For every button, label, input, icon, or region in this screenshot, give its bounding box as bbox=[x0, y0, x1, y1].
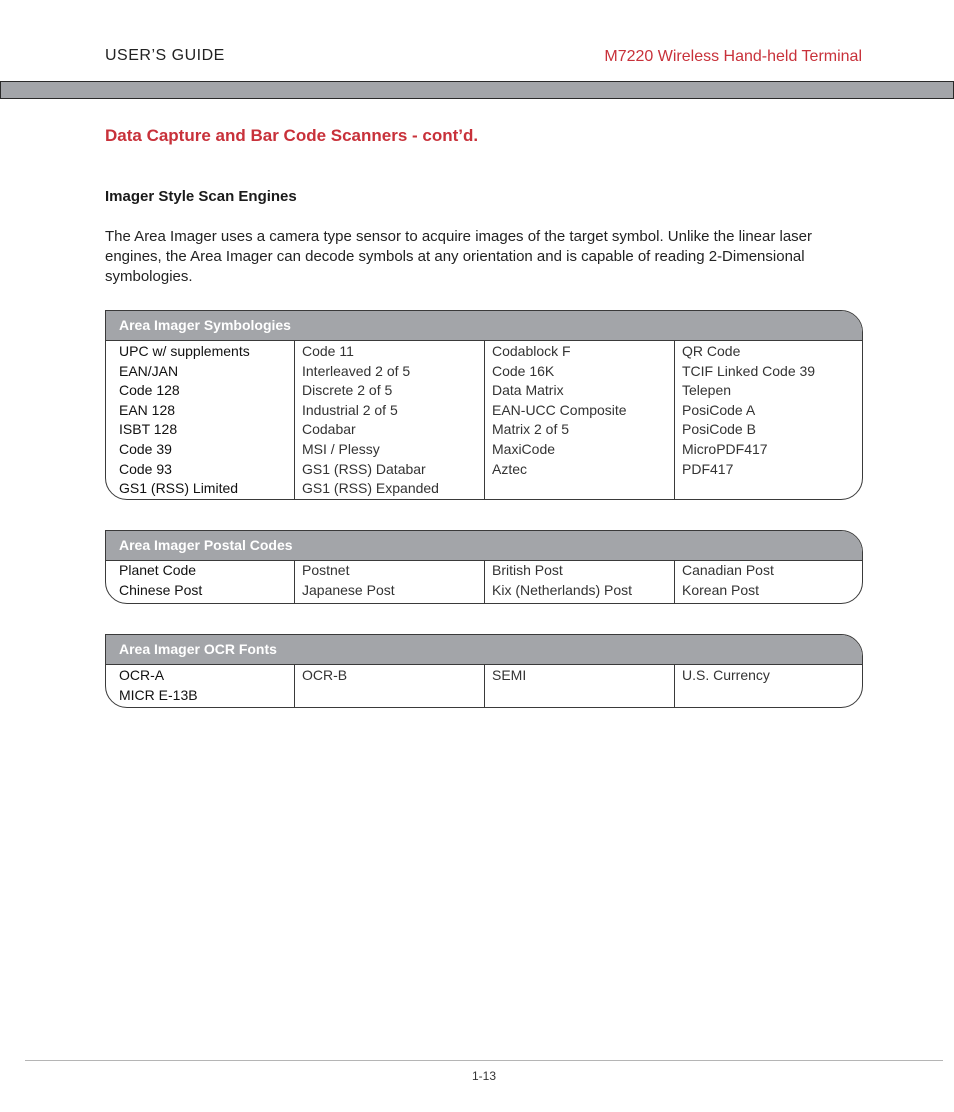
table-cell: Discrete 2 of 5 bbox=[302, 382, 393, 399]
table-column bbox=[106, 561, 294, 603]
ocr-fonts-table-title: Area Imager OCR Fonts bbox=[106, 635, 862, 665]
table-column bbox=[294, 561, 484, 603]
ocr-fonts-table bbox=[105, 634, 863, 708]
header-divider-bar bbox=[0, 81, 954, 99]
table-cell: OCR-A bbox=[119, 667, 165, 683]
table-column bbox=[484, 561, 674, 603]
table-cell: Industrial 2 of 5 bbox=[302, 401, 398, 418]
table-cell: Aztec bbox=[492, 460, 528, 477]
table-cell: Kix (Netherlands) Post bbox=[492, 581, 633, 598]
table-cell: EAN 128 bbox=[119, 401, 176, 418]
running-header-product: M7220 Wireless Hand-held Terminal bbox=[604, 48, 862, 65]
table-cell: EAN-UCC Composite bbox=[492, 401, 627, 418]
table-cell: Planet Code bbox=[119, 562, 197, 578]
table-cell: U.S. Currency bbox=[682, 667, 770, 683]
table-cell: MaxiCode bbox=[492, 440, 556, 457]
table-cell: Code 11 bbox=[302, 343, 354, 359]
postal-codes-table bbox=[105, 530, 863, 604]
table-cell: QR Code bbox=[682, 343, 741, 359]
intro-paragraph: The Area Imager uses a camera type sensor to acquire images of the target symbol. Unlike the linear laser engines, the Area Imager can decode symbols at any orientation and is capable of reading 2-Dimensional symbologies. bbox=[105, 228, 813, 285]
table-cell: PosiCode B bbox=[682, 421, 756, 438]
table-cell: Code 16K bbox=[492, 362, 555, 379]
table-cell: MicroPDF417 bbox=[682, 440, 768, 457]
table-cell: Korean Post bbox=[682, 581, 760, 598]
symbologies-table bbox=[105, 310, 863, 500]
running-header-guide: USER’S GUIDE bbox=[105, 47, 225, 64]
table-cell: Code 39 bbox=[119, 440, 172, 457]
table-column bbox=[674, 561, 862, 603]
table-column bbox=[294, 665, 484, 707]
table-cell: OCR-B bbox=[302, 667, 348, 683]
table-cell: GS1 (RSS) Databar bbox=[302, 460, 426, 477]
table-column bbox=[106, 341, 294, 499]
table-cell: ISBT 128 bbox=[119, 421, 178, 438]
table-cell: Telepen bbox=[682, 382, 732, 399]
page-number: 1-13 bbox=[471, 1069, 497, 1083]
table-column bbox=[674, 665, 862, 707]
table-cell: UPC w/ supplements bbox=[119, 343, 250, 359]
table-column bbox=[674, 341, 862, 499]
table-cell: PDF417 bbox=[682, 460, 734, 477]
table-column bbox=[484, 341, 674, 499]
table-cell: Code 128 bbox=[119, 382, 180, 399]
table-cell: MICR E-13B bbox=[119, 686, 198, 703]
table-cell: Codabar bbox=[302, 421, 356, 438]
table-cell: Interleaved 2 of 5 bbox=[302, 362, 411, 379]
symbologies-table-title: Area Imager Symbologies bbox=[106, 311, 862, 341]
table-cell: Japanese Post bbox=[302, 581, 395, 598]
table-cell: EAN/JAN bbox=[119, 362, 179, 379]
table-cell: TCIF Linked Code 39 bbox=[682, 362, 816, 379]
table-cell: British Post bbox=[492, 562, 563, 578]
subheading: Imager Style Scan Engines bbox=[105, 188, 297, 205]
table-column bbox=[484, 665, 674, 707]
section-title: Data Capture and Bar Code Scanners - cont’d. bbox=[105, 126, 479, 145]
table-cell: SEMI bbox=[492, 667, 527, 683]
table-cell: GS1 (RSS) Limited bbox=[119, 480, 239, 497]
table-cell: Postnet bbox=[302, 562, 350, 578]
table-cell: Data Matrix bbox=[492, 382, 564, 399]
table-cell: Code 93 bbox=[119, 460, 172, 477]
table-cell: GS1 (RSS) Expanded bbox=[302, 480, 439, 497]
table-cell: PosiCode A bbox=[682, 401, 756, 418]
table-cell: MSI / Plessy bbox=[302, 440, 380, 457]
table-cell: Chinese Post bbox=[119, 581, 203, 598]
table-cell: Matrix 2 of 5 bbox=[492, 421, 570, 438]
table-column bbox=[106, 665, 294, 707]
footer-rule bbox=[25, 1060, 943, 1061]
table-cell: Canadian Post bbox=[682, 562, 774, 578]
table-cell: Codablock F bbox=[492, 343, 571, 359]
table-column bbox=[294, 341, 484, 499]
postal-codes-table-title: Area Imager Postal Codes bbox=[106, 531, 862, 561]
